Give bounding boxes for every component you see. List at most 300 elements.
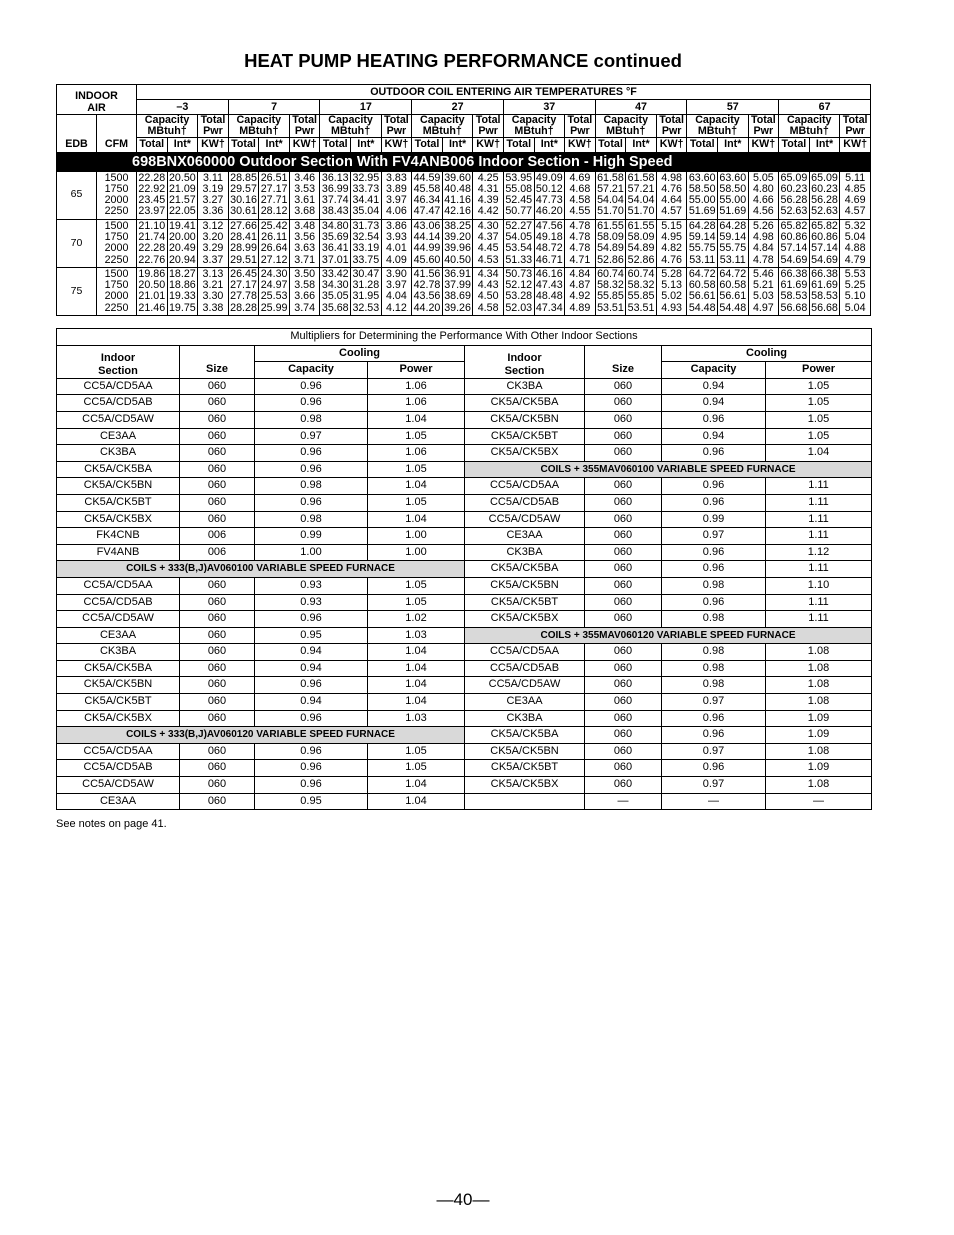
multipliers-caption: Multipliers for Determining the Performance With Other Indoor Sections	[57, 329, 872, 346]
indoor-section: FV4ANB	[57, 544, 180, 561]
capacity-multiplier: 0.97	[662, 777, 766, 794]
indoor-section: CC5A/CD5AW	[57, 611, 180, 628]
power-multiplier: 1.05	[368, 494, 465, 511]
capacity-multiplier: 0.97	[255, 428, 368, 445]
indoor-section: CK3BA	[57, 644, 180, 661]
size: 060	[180, 743, 255, 760]
power-multiplier: 1.03	[368, 710, 465, 727]
data-cell: 65.82 60.86 57.14 54.69	[780, 219, 808, 266]
data-cell: 52.27 54.05 53.54 51.33	[505, 219, 533, 266]
power-multiplier: 1.05	[368, 594, 465, 611]
size: 060	[585, 378, 662, 395]
indoor-section: CK5A/CK5BN	[465, 577, 585, 594]
capacity-multiplier: 0.96	[255, 445, 368, 462]
data-cell: 34.80 35.69 36.41 37.01	[321, 219, 349, 266]
capacity-multiplier: 0.98	[662, 644, 766, 661]
size: 060	[585, 561, 662, 578]
data-cell: 4.25 4.31 4.39 4.42	[473, 171, 504, 219]
data-cell: 41.56 42.78 43.56 44.20	[413, 267, 441, 314]
size: 060	[180, 694, 255, 711]
power-multiplier: 1.02	[368, 611, 465, 628]
indoor-section: CK5A/CK5BN	[465, 411, 585, 428]
indoor-section: CC5A/CD5AB	[57, 395, 180, 412]
indoor-section: CK5A/CK5BA	[465, 395, 585, 412]
data-cell: 3.11 3.19 3.27 3.36	[198, 171, 229, 219]
kw-header: KW†	[565, 138, 596, 153]
data-cell: 3.83 3.89 3.97 4.06	[381, 171, 412, 219]
power-multiplier: 1.06	[368, 378, 465, 395]
power-multiplier: 1.06	[368, 445, 465, 462]
data-cell: 61.55 58.09 54.89 52.86	[597, 219, 624, 266]
data-cell: 36.91 37.99 38.69 39.26	[444, 267, 471, 314]
indoor-section-header: Indoor Section	[465, 345, 585, 378]
size: 060	[585, 611, 662, 628]
indoor-section: CC5A/CD5AW	[465, 677, 585, 694]
capacity-multiplier: 0.97	[662, 694, 766, 711]
size: 060	[180, 494, 255, 511]
data-cell: 60.74 58.32 55.85 53.51	[627, 267, 655, 314]
power-multiplier: 1.11	[766, 511, 872, 528]
capacity-multiplier: 0.96	[255, 677, 368, 694]
data-cell: 3.86 3.93 4.01 4.09	[381, 219, 412, 267]
power-multiplier: 1.11	[766, 478, 872, 495]
data-cell: 61.58 57.21 54.04 51.70	[597, 171, 624, 218]
power-multiplier: 1.05	[766, 378, 872, 395]
int-header: Int*	[442, 138, 473, 153]
capacity-header: Capacity MBtuh†	[779, 115, 840, 138]
power-multiplier: 1.10	[766, 577, 872, 594]
total-pwr-header: Total Pwr	[198, 115, 229, 138]
data-cell: 46.16 47.43 48.48 47.34	[535, 267, 563, 314]
size: 060	[585, 594, 662, 611]
indoor-air-header: INDOOR AIR	[57, 85, 137, 115]
indoor-section: CC5A/CD5AA	[57, 577, 180, 594]
data-cell: 65.09 60.23 56.28 52.63	[811, 171, 838, 218]
data-cell: 64.72 60.58 56.61 54.48	[719, 267, 747, 314]
furnace-section-header: COILS + 333(B,J)AV060120 VARIABLE SPEED FURNACE	[57, 727, 465, 744]
data-cell: 38.25 39.20 39.96 40.50	[444, 219, 471, 266]
power-multiplier: 1.00	[368, 544, 465, 561]
capacity-multiplier: 1.00	[255, 544, 368, 561]
power-header: Power	[766, 362, 872, 379]
size: 060	[180, 710, 255, 727]
total-pwr-header: Total Pwr	[289, 115, 320, 138]
data-cell: 5.46 5.21 5.03 4.97	[748, 267, 779, 315]
size: 006	[180, 528, 255, 545]
data-cell: 43.06 44.14 44.99 45.60	[413, 219, 441, 266]
capacity-header: Capacity MBtuh†	[503, 115, 564, 138]
power-multiplier: 1.04	[368, 777, 465, 794]
data-cell: 25.42 26.11 26.64 27.12	[260, 219, 288, 266]
cooling-header: Cooling	[255, 345, 465, 362]
indoor-section: CC5A/CD5AA	[57, 378, 180, 395]
temp-header: –3	[137, 100, 229, 115]
edb-value: 65	[57, 171, 97, 219]
capacity-header: Capacity MBtuh†	[228, 115, 289, 138]
capacity-multiplier: 0.96	[662, 494, 766, 511]
capacity-header: Capacity MBtuh†	[320, 115, 381, 138]
indoor-section: CC5A/CD5AW	[465, 511, 585, 528]
size: 060	[585, 395, 662, 412]
int-header: Int*	[167, 138, 198, 153]
power-multiplier: 1.05	[368, 577, 465, 594]
kw-header: KW†	[840, 138, 871, 153]
capacity-multiplier: 0.97	[662, 743, 766, 760]
data-cell: 4.84 4.87 4.92 4.89	[565, 267, 596, 315]
power-multiplier: 1.04	[368, 677, 465, 694]
capacity-multiplier: 0.96	[255, 378, 368, 395]
power-multiplier: 1.08	[766, 660, 872, 677]
capacity-multiplier: 0.99	[255, 528, 368, 545]
capacity-multiplier: 0.94	[662, 378, 766, 395]
power-multiplier: 1.08	[766, 677, 872, 694]
capacity-multiplier: 0.98	[255, 478, 368, 495]
kw-header: KW†	[748, 138, 779, 153]
page-number: —40—	[436, 1190, 490, 1209]
capacity-multiplier: 0.96	[662, 544, 766, 561]
cfm-values: 1500 1750 2000 2250	[97, 267, 137, 315]
indoor-section: CK5A/CK5BA	[465, 727, 585, 744]
indoor-section: CK5A/CK5BA	[465, 561, 585, 578]
data-cell: 3.46 3.53 3.61 3.68	[289, 171, 320, 219]
furnace-section-header: COILS + 355MAV060120 VARIABLE SPEED FURNACE	[465, 627, 872, 644]
power-multiplier: 1.04	[368, 660, 465, 677]
size: 060	[585, 677, 662, 694]
size: 060	[585, 494, 662, 511]
indoor-section: CK3BA	[57, 445, 180, 462]
size: 060	[180, 627, 255, 644]
capacity-multiplier: 0.94	[255, 660, 368, 677]
indoor-section: CK5A/CK5BT	[57, 694, 180, 711]
power-multiplier: 1.08	[766, 694, 872, 711]
indoor-section: CK5A/CK5BT	[465, 760, 585, 777]
indoor-section: CC5A/CD5AB	[465, 660, 585, 677]
capacity-multiplier: 0.98	[255, 511, 368, 528]
size: 060	[180, 411, 255, 428]
temp-header: 17	[320, 100, 412, 115]
data-cell: 63.60 58.50 55.00 51.69	[719, 171, 747, 218]
total-pwr-header: Total Pwr	[840, 115, 871, 138]
int-header: Int*	[259, 138, 290, 153]
data-cell: 3.48 3.56 3.63 3.71	[289, 219, 320, 267]
size: 060	[585, 577, 662, 594]
data-cell: 5.32 5.04 4.88 4.79	[840, 219, 871, 267]
multipliers-table	[56, 328, 872, 810]
edb-spacer	[57, 115, 97, 138]
power-multiplier: 1.05	[368, 428, 465, 445]
indoor-section	[465, 793, 585, 810]
capacity-multiplier: 0.96	[662, 760, 766, 777]
data-cell: 3.90 3.97 4.04 4.12	[381, 267, 412, 315]
power-multiplier: 1.11	[766, 611, 872, 628]
size: 060	[180, 760, 255, 777]
data-cell: 22.28 22.92 23.45 23.97	[138, 171, 166, 218]
power-multiplier: 1.11	[766, 561, 872, 578]
kw-header: KW†	[198, 138, 229, 153]
power-multiplier: 1.08	[766, 644, 872, 661]
size: 060	[180, 660, 255, 677]
data-cell: 66.38 61.69 58.53 56.68	[780, 267, 808, 314]
size: 006	[180, 544, 255, 561]
data-cell: 63.60 58.50 55.00 51.69	[688, 171, 716, 218]
data-cell: 64.28 59.14 55.75 53.11	[719, 219, 747, 266]
indoor-section: CE3AA	[465, 694, 585, 711]
data-cell: 3.13 3.21 3.30 3.38	[198, 267, 229, 315]
kw-header: KW†	[473, 138, 504, 153]
indoor-section: CK3BA	[465, 378, 585, 395]
data-cell: 5.05 4.80 4.66 4.56	[748, 171, 779, 219]
size: 060	[585, 743, 662, 760]
indoor-section: CC5A/CD5AB	[465, 494, 585, 511]
capacity-multiplier: 0.96	[255, 710, 368, 727]
capacity-multiplier: 0.98	[662, 577, 766, 594]
size: 060	[180, 461, 255, 478]
power-multiplier: 1.04	[368, 644, 465, 661]
int-header: Int*	[626, 138, 657, 153]
data-cell: 4.34 4.43 4.50 4.58	[473, 267, 504, 315]
size: 060	[585, 528, 662, 545]
indoor-section: CK5A/CK5BT	[465, 594, 585, 611]
data-cell: 27.66 28.41 28.99 29.51	[230, 219, 257, 266]
data-cell: 24.30 24.97 25.53 25.99	[260, 267, 288, 314]
power-multiplier: 1.11	[766, 594, 872, 611]
indoor-section: CE3AA	[465, 528, 585, 545]
data-cell: 47.56 49.18 48.72 46.71	[535, 219, 563, 266]
capacity-multiplier: 0.98	[255, 411, 368, 428]
int-header: Int*	[809, 138, 840, 153]
indoor-section: CC5A/CD5AW	[57, 777, 180, 794]
indoor-section: CK5A/CK5BT	[465, 428, 585, 445]
cooling-header: Cooling	[662, 345, 872, 362]
indoor-section: CC5A/CD5AW	[57, 411, 180, 428]
indoor-section: CK5A/CK5BX	[465, 445, 585, 462]
data-cell: 53.95 55.08 52.45 50.77	[505, 171, 533, 218]
indoor-section: CK5A/CK5BT	[57, 494, 180, 511]
indoor-section: CE3AA	[57, 793, 180, 810]
data-cell: 18.27 18.86 19.33 19.75	[168, 267, 196, 314]
cfm-values: 1500 1750 2000 2250	[97, 219, 137, 267]
data-cell: 19.41 20.00 20.49 20.94	[168, 219, 196, 266]
power-multiplier: 1.04	[766, 445, 872, 462]
power-multiplier: 1.04	[368, 411, 465, 428]
power-multiplier: 1.04	[368, 694, 465, 711]
data-cell: 4.69 4.68 4.58 4.55	[565, 171, 596, 219]
kw-header: KW†	[289, 138, 320, 153]
data-cell: 5.53 5.25 5.10 5.04	[840, 267, 871, 315]
data-cell: 33.42 34.30 35.05 35.68	[321, 267, 349, 314]
cfm-header: CFM	[97, 138, 137, 153]
data-cell: 32.95 33.73 34.41 35.04	[352, 171, 380, 218]
size: 060	[180, 478, 255, 495]
data-cell: 64.72 60.58 56.61 54.48	[688, 267, 716, 314]
data-cell: 65.09 60.23 56.28 52.63	[780, 171, 808, 218]
indoor-section: CK3BA	[465, 544, 585, 561]
data-cell: 49.09 50.12 47.73 46.20	[535, 171, 563, 218]
indoor-section: CK5A/CK5BN	[57, 478, 180, 495]
size: 060	[585, 478, 662, 495]
total-header: Total	[595, 138, 626, 153]
total-header: Total	[687, 138, 718, 153]
total-header: Total	[228, 138, 259, 153]
capacity-multiplier: 0.96	[255, 395, 368, 412]
capacity-header: Capacity	[255, 362, 368, 379]
total-pwr-header: Total Pwr	[381, 115, 412, 138]
data-cell: 28.85 29.57 30.16 30.61	[230, 171, 257, 218]
furnace-section-header: COILS + 333(B,J)AV060100 VARIABLE SPEED FURNACE	[57, 561, 465, 578]
indoor-section: CE3AA	[57, 428, 180, 445]
section-banner: 698BNX060000 Outdoor Section With FV4ANB006 Indoor Section - High Speed	[57, 152, 871, 171]
capacity-multiplier: 0.96	[662, 594, 766, 611]
size: 060	[180, 428, 255, 445]
capacity-multiplier: 0.98	[662, 677, 766, 694]
capacity-multiplier: 0.97	[662, 528, 766, 545]
size: 060	[585, 544, 662, 561]
size-header: Size	[180, 345, 255, 378]
data-cell: 5.11 4.85 4.69 4.57	[840, 171, 871, 219]
data-cell: 60.74 58.32 55.85 53.51	[597, 267, 624, 314]
indoor-section: CC5A/CD5AB	[57, 760, 180, 777]
performance-table	[56, 84, 871, 316]
capacity-multiplier: 0.95	[255, 793, 368, 810]
data-cell: 20.50 21.09 21.57 22.05	[168, 171, 196, 218]
power-multiplier: 1.12	[766, 544, 872, 561]
capacity-header: Capacity MBtuh†	[595, 115, 656, 138]
power-multiplier: 1.05	[368, 743, 465, 760]
data-cell: 21.10 21.74 22.28 22.76	[138, 219, 166, 266]
data-cell: 4.78 4.78 4.78 4.71	[565, 219, 596, 267]
data-cell: 50.73 52.12 53.28 52.03	[505, 267, 533, 314]
total-header: Total	[412, 138, 443, 153]
indoor-section: CK5A/CK5BA	[57, 660, 180, 677]
indoor-section: CE3AA	[57, 627, 180, 644]
data-cell: 31.73 32.54 33.19 33.75	[352, 219, 380, 266]
capacity-multiplier: 0.94	[255, 694, 368, 711]
data-cell: 4.98 4.76 4.64 4.57	[656, 171, 687, 219]
power-multiplier: 1.05	[368, 461, 465, 478]
total-pwr-header: Total Pwr	[473, 115, 504, 138]
capacity-header: Capacity MBtuh†	[137, 115, 198, 138]
capacity-multiplier: 0.98	[662, 611, 766, 628]
total-header: Total	[503, 138, 534, 153]
power-multiplier: 1.09	[766, 710, 872, 727]
total-header: Total	[137, 138, 168, 153]
power-multiplier: 1.04	[368, 511, 465, 528]
data-cell: 61.58 57.21 54.04 51.70	[627, 171, 655, 218]
size: 060	[585, 445, 662, 462]
capacity-multiplier: 0.96	[662, 710, 766, 727]
power-multiplier: 1.09	[766, 727, 872, 744]
capacity-multiplier: 0.95	[255, 627, 368, 644]
capacity-multiplier: 0.96	[662, 561, 766, 578]
power-multiplier: 1.11	[766, 528, 872, 545]
data-cell: 3.50 3.58 3.66 3.74	[289, 267, 320, 315]
capacity-header: Capacity MBtuh†	[687, 115, 748, 138]
temp-header: 47	[595, 100, 687, 115]
data-cell: 61.55 58.09 54.89 52.86	[627, 219, 655, 266]
capacity-multiplier: 0.96	[255, 743, 368, 760]
data-cell: 30.47 31.28 31.95 32.53	[352, 267, 380, 314]
power-multiplier: 1.09	[766, 760, 872, 777]
capacity-multiplier: 0.96	[662, 411, 766, 428]
capacity-multiplier: —	[662, 793, 766, 810]
size: 060	[180, 511, 255, 528]
int-header: Int*	[534, 138, 565, 153]
indoor-section: CK5A/CK5BN	[57, 677, 180, 694]
indoor-section: CK5A/CK5BX	[465, 777, 585, 794]
temp-header: 7	[228, 100, 320, 115]
size: 060	[585, 660, 662, 677]
total-pwr-header: Total Pwr	[565, 115, 596, 138]
temp-header: 67	[779, 100, 871, 115]
capacity-multiplier: 0.93	[255, 577, 368, 594]
size: 060	[585, 760, 662, 777]
size: 060	[180, 777, 255, 794]
temp-header: 27	[412, 100, 504, 115]
data-cell: 26.45 27.17 27.78 28.28	[230, 267, 257, 314]
outdoor-temp-header: OUTDOOR COIL ENTERING AIR TEMPERATURES °F	[137, 85, 871, 100]
indoor-section: FK4CNB	[57, 528, 180, 545]
power-multiplier: 1.05	[766, 411, 872, 428]
size-header: Size	[585, 345, 662, 378]
size: 060	[585, 511, 662, 528]
power-multiplier: 1.11	[766, 494, 872, 511]
data-cell: 5.28 5.13 5.02 4.93	[656, 267, 687, 315]
size: 060	[585, 710, 662, 727]
data-cell: 44.59 45.58 46.34 47.47	[413, 171, 441, 218]
indoor-section: CC5A/CD5AB	[57, 594, 180, 611]
capacity-multiplier: 0.93	[255, 594, 368, 611]
capacity-header: Capacity MBtuh†	[412, 115, 473, 138]
size: 060	[585, 727, 662, 744]
size: 060	[180, 611, 255, 628]
total-pwr-header: Total Pwr	[748, 115, 779, 138]
size: 060	[180, 577, 255, 594]
indoor-section: CK5A/CK5BX	[465, 611, 585, 628]
capacity-multiplier: 0.96	[662, 478, 766, 495]
data-cell: 36.13 36.99 37.74 38.43	[321, 171, 349, 218]
total-header: Total	[779, 138, 810, 153]
power-multiplier: 1.05	[368, 760, 465, 777]
data-cell: 65.82 60.86 57.14 54.69	[811, 219, 838, 266]
int-header: Int*	[351, 138, 382, 153]
data-cell: 3.12 3.20 3.29 3.37	[198, 219, 229, 267]
size: 060	[180, 378, 255, 395]
size: 060	[585, 644, 662, 661]
indoor-section: CK5A/CK5BA	[57, 461, 180, 478]
capacity-multiplier: 0.96	[255, 777, 368, 794]
capacity-multiplier: 0.96	[662, 445, 766, 462]
power-multiplier: —	[766, 793, 872, 810]
indoor-section-header: Indoor Section	[57, 345, 180, 378]
capacity-multiplier: 0.99	[662, 511, 766, 528]
notes-text: See notes on page 41.	[56, 818, 167, 830]
capacity-multiplier: 0.96	[255, 611, 368, 628]
data-cell: 66.38 61.69 58.53 56.68	[811, 267, 838, 314]
capacity-multiplier: 0.96	[255, 494, 368, 511]
size: 060	[180, 395, 255, 412]
indoor-section: CC5A/CD5AA	[465, 478, 585, 495]
power-multiplier: 1.08	[766, 777, 872, 794]
power-multiplier: 1.04	[368, 478, 465, 495]
size: 060	[180, 594, 255, 611]
indoor-section: CC5A/CD5AA	[57, 743, 180, 760]
capacity-multiplier: 0.96	[255, 760, 368, 777]
power-multiplier: 1.06	[368, 395, 465, 412]
data-cell: 39.60 40.48 41.16 42.16	[444, 171, 471, 218]
cfm-values: 1500 1750 2000 2250	[97, 171, 137, 219]
indoor-section: CK5A/CK5BN	[465, 743, 585, 760]
power-multiplier: 1.00	[368, 528, 465, 545]
